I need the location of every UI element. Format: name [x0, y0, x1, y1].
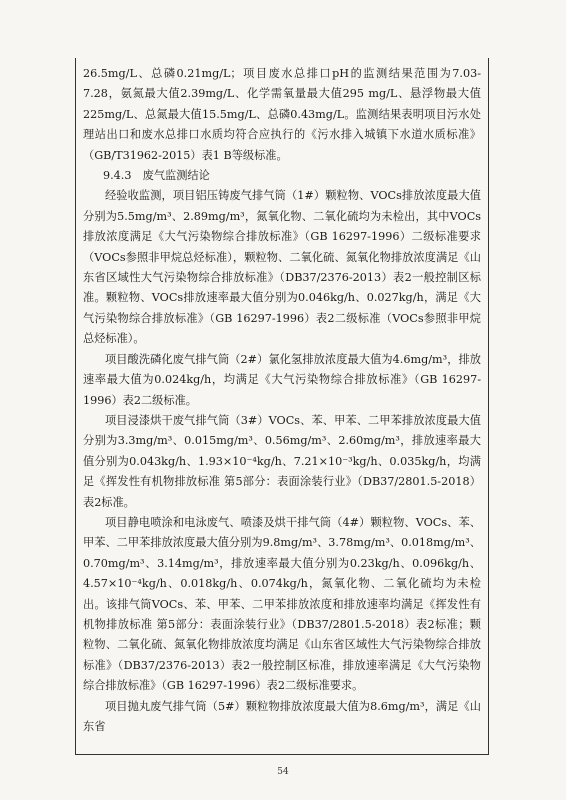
paragraph-stack-1: 经验收监测，项目铝压铸废气排气筒（1#）颗粒物、VOCs排放浓度最大值分别为5.5mg/m³、2.89mg/m³，氮氧化物、二氧化硫均为未检出，其中VOCs排放浓度满足《大气污染物综合排放标准》（GB 16297-1996）二级标准要求（VOCs参照非甲烷总烃标准），颗粒物、二氧化硫、氮氧化物排放浓度满足《山东省区域性大气污染物综合排放标准》（DB37/2376-2013）表2一般控制区标准。颗粒物、VOCs排放速率最大值分别为0.046kg/h、0.027kg/h，满足《大气污染物综合排放标准》（GB 16297-1996）表2二级标准（VOCs参照非甲烷总烃标准）。 — [83, 189, 481, 346]
paragraph-wastewater-results: 26.5mg/L、总磷0.21mg/L；项目废水总排口pH的监测结果范围为7.03-7.28，氨氮最大值2.39mg/L、化学需氧量最大值295 mg/L、悬浮物最大值225mg/L、总氮最大值15.5mg/L、总磷0.43mg/L。监测结果表明项目污水处理站出口和废水总排口水质均符合应执行的《污水排入城镇下水道水质标准》（GB/T31962-2015）表1 B等级标准。 — [83, 67, 481, 162]
paragraph-stack-2: 项目酸洗磷化废气排气筒（2#）氯化氢排放浓度最大值为4.6mg/m³，排放速率最大值为0.024kg/h，均满足《大气污染物综合排放标准》（GB 16297-1996）表2二级标准。 — [83, 352, 481, 407]
section-heading-9-4-3: 9.4.3 废气监测结论 — [103, 169, 210, 183]
paragraph-stack-4: 项目静电喷涂和电泳废气、喷漆及烘干排气筒（4#）颗粒物、VOCs、苯、甲苯、二甲苯排放浓度最大值分别为9.8mg/m³、3.78mg/m³、0.018mg/m³、0.70mg/m³、3.14mg/m³，排放速率最大值分别为0.23kg/h、0.096kg/h、4.57×10⁻⁴kg/h、0.018kg/h、0.074kg/h，氮氧化物、二氧化硫均为未检出。该排气筒VOCs、苯、甲苯、二甲苯排放浓度和排放速率均满足《挥发性有机物排放标准 第5部分：表面涂装行业》（DB37/2801.5-2018）表2标准；颗粒物、二氧化硫、氮氧化物排放浓度均满足《山东省区域性大气污染物综合排放标准》（DB37/2376-2013）表2一般控制区标准，排放速率满足《大气污染物综合排放标准》（GB 16297-1996）表2二级标准要求。 — [83, 515, 481, 693]
paragraph-stack-5: 项目抛丸废气排气筒（5#）颗粒物排放浓度最大值为8.6mg/m³，满足《山东省 — [83, 699, 481, 733]
page-number: 54 — [277, 767, 289, 777]
body-text — [83, 64, 481, 737]
paragraph-stack-3: 项目浸漆烘干废气排气筒（3#）VOCs、苯、甲苯、二甲苯排放浓度最大值分别为3.3mg/m³、0.015mg/m³、0.56mg/m³、2.60mg/m³，排放速率最大值分别为0.043kg/h、1.93×10⁻⁴kg/h、7.21×10⁻³kg/h、0.035kg/h，均满足《挥发性有机物排放标准 第5部分：表面涂装行业》（DB37/2801.5-2018）表2标准。 — [83, 413, 481, 509]
